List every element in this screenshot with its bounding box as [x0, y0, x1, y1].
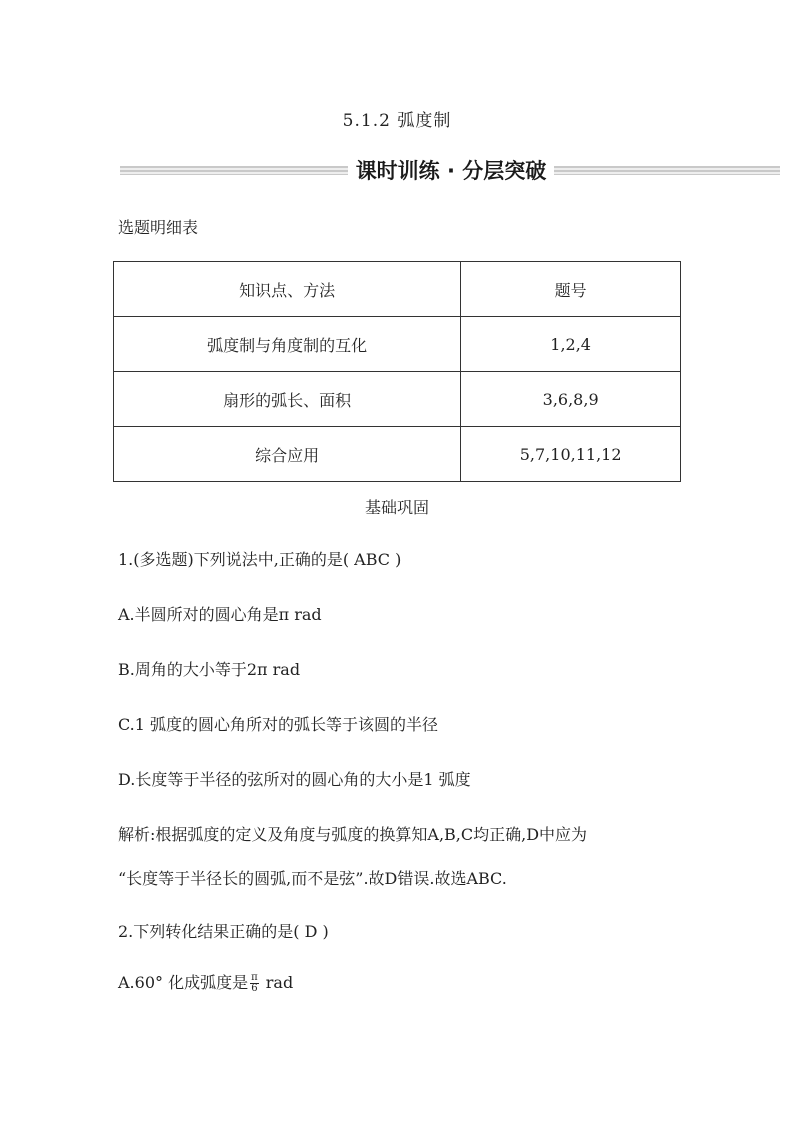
- section-heading: 基础巩固: [364, 498, 429, 517]
- table-cell: 1,2,4: [461, 317, 681, 372]
- table-caption: 选题明细表: [118, 218, 199, 237]
- table-cell: 弧度制与角度制的互化: [114, 317, 461, 372]
- option-a-unit: rad: [260, 973, 294, 992]
- question-2-stem: 2.下列转化结果正确的是( D ): [118, 922, 329, 941]
- option-a-text: A.60° 化成弧度是: [118, 973, 249, 992]
- fraction-denominator: 6: [251, 983, 258, 994]
- table-cell: 综合应用: [114, 427, 461, 482]
- table-cell: 扇形的弧长、面积: [114, 372, 461, 427]
- question-1-option-a: A.半圆所对的圆心角是π rad: [118, 605, 322, 624]
- table-header-cell: 题号: [461, 262, 681, 317]
- banner-decoration-right: [554, 166, 780, 175]
- table-row: [114, 372, 681, 427]
- table-header-row: [114, 262, 681, 317]
- fraction-numerator: π: [251, 972, 258, 983]
- page-title: 5.1.2 弧度制: [342, 111, 452, 131]
- fraction: [250, 973, 259, 994]
- banner-decoration-left: [120, 166, 348, 175]
- table-row: [114, 317, 681, 372]
- question-2-option-a: [118, 972, 293, 994]
- section-banner: [120, 154, 780, 188]
- table-cell: 5,7,10,11,12: [461, 427, 681, 482]
- table-row: [114, 427, 681, 482]
- banner-text: 课时训练 · 分层突破: [355, 159, 547, 183]
- table-cell: 3,6,8,9: [461, 372, 681, 427]
- question-1-option-b: B.周角的大小等于2π rad: [118, 660, 301, 679]
- question-1-option-d: D.长度等于半径的弦所对的圆心角的大小是1 弧度: [118, 770, 471, 789]
- question-1-stem: 1.(多选题)下列说法中,正确的是( ABC ): [118, 550, 402, 569]
- table-header-cell: 知识点、方法: [114, 262, 461, 317]
- question-1-option-c: C.1 弧度的圆心角所对的弧长等于该圆的半径: [118, 715, 439, 734]
- question-1-analysis-cont: “长度等于半径长的圆弧,而不是弦”.故D错误.故选ABC.: [118, 869, 507, 888]
- topic-table: [113, 261, 681, 482]
- question-1-analysis: 解析:根据弧度的定义及角度与弧度的换算知A,B,C均正确,D中应为: [118, 825, 588, 844]
